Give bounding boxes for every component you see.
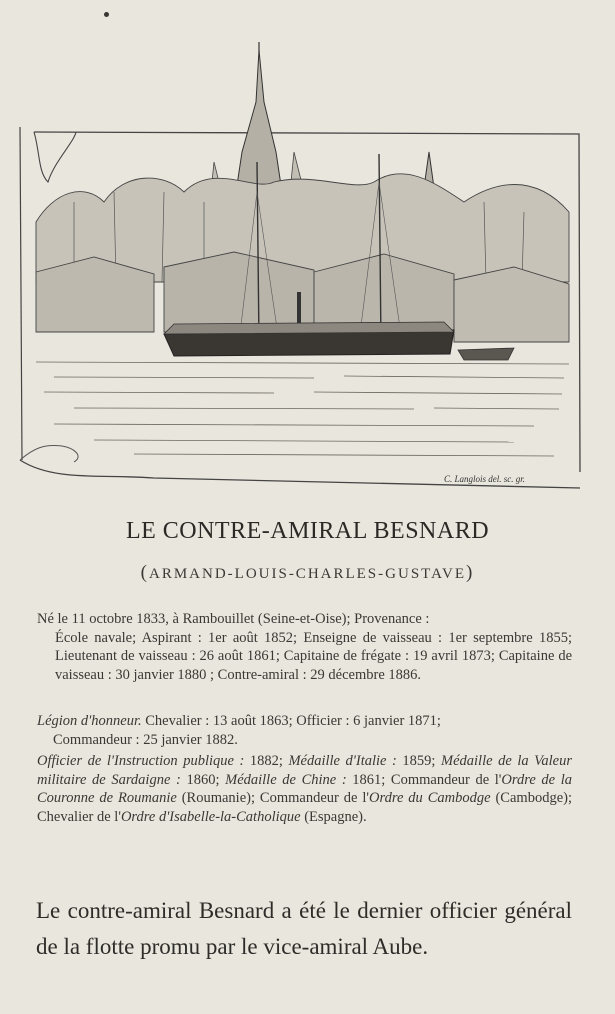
chine-year: 1861; Commandeur de l' (346, 771, 502, 788)
legion-record (37, 712, 572, 749)
italie-year: 1859; (396, 753, 441, 769)
roumanie-label: Ordre de la Couronne de Roumanie (37, 771, 572, 806)
legion-label: Légion d'honneur. (37, 713, 142, 729)
career-record (37, 610, 572, 684)
page-subtitle: (ARMAND-LOUIS-CHARLES-GUSTAVE) (140, 562, 475, 583)
ink-speck (104, 12, 109, 17)
career-rest: École navale; Aspirant : 1er août 1852; Enseigne de vaisseau : 1er septembre 1855; Lieutenant de vaisseau : 26 août 1861; Capitaine de frégate : 19 avril 1873; Capitaine de vaisseau : 30 janvier 1880 ; Contre-amiral : 29 décembre 1886. (55, 629, 572, 683)
harbor-engraving (14, 42, 604, 492)
isabelle-label: Ordre d'Isabelle-la-Catholique (120, 808, 301, 825)
subtitle-names: ARMAND-LOUIS-CHARLES-GUSTAVE (148, 566, 467, 582)
roumanie-note: (Roumanie); Commandeur de l' (176, 790, 370, 806)
italie-label: Médaille d'Italie : (288, 753, 397, 769)
valeur-label: Médaille de la Valeur militaire de Sardaigne : (37, 753, 573, 788)
instruction-label: Officier de l'Instruction publique : (37, 753, 245, 769)
career-first-line: Né le 11 octobre 1833, à Rambouillet (Seine-et-Oise); Provenance : (37, 611, 430, 627)
page-title: LE CONTRE-AMIRAL BESNARD (125, 518, 490, 544)
valeur-year: 1860; (180, 771, 226, 788)
cambodge-note: (Cambodge); Chevalier de l' (37, 790, 572, 825)
chine-label: Médaille de Chine : (225, 771, 347, 788)
legion-first-line: Chevalier : 13 août 1863; Officier : 6 janvier 1871; (141, 713, 441, 729)
engraver-signature: C. Langlois del. sc. gr. (444, 474, 526, 484)
instruction-year: 1882; (244, 753, 289, 769)
body-paragraph: Le contre-amiral Besnard a été le dernier officier général de la flotte promu par le vice-amiral Aube. (36, 898, 572, 959)
isabelle-note: (Espagne). (300, 808, 367, 825)
legion-rest: Commandeur : 25 janvier 1882. (53, 731, 238, 748)
cambodge-label: Ordre du Cambodge (369, 790, 491, 806)
decorations-record (37, 752, 572, 826)
